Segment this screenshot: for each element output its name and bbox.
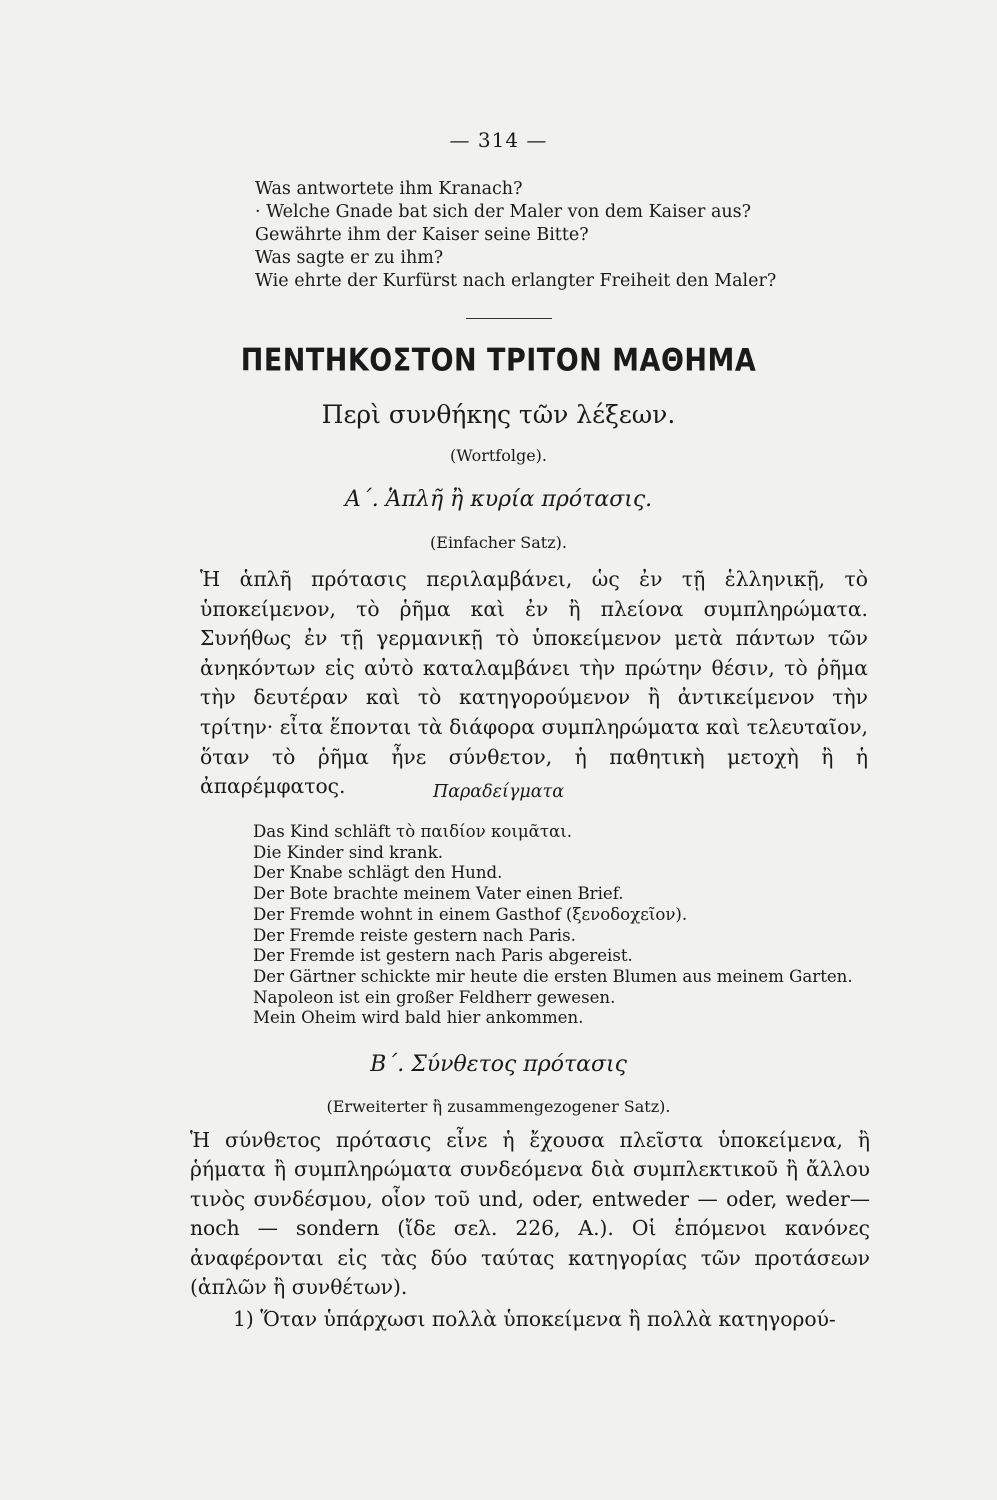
- question-line: · Welche Gnade bat sich der Maler von dem Kaiser aus?: [255, 202, 752, 222]
- rule-one-line: 1) Ὅταν ὑπάρχωσι πολλὰ ὑποκείμενα ἢ πολλὰ κατηγορού-: [233, 1307, 836, 1331]
- section-b-heading: Β΄. Σύνθετος πρότασις: [370, 1052, 627, 1077]
- lesson-title: ΠΕΝΤΗΚΟΣΤΟΝ ΤΡΙΤΟΝ ΜΑΘΗΜΑ: [240, 342, 757, 379]
- page-number: — 314 —: [449, 128, 548, 152]
- question-line: Was antwortete ihm Kranach?: [255, 179, 523, 199]
- example-line: Der Gärtner schickte mir heute die ersten Blumen aus meinem Garten.: [253, 966, 853, 986]
- section-b-paragraph: Ἡ σύνθετος πρότασις εἶνε ἡ ἔχουσα πλεῖστα ὑποκείμενα, ἢ ῥήματα ἢ συμπληρώματα συνδεόμενα διὰ συμπλεκτικοῦ ἢ ἄλλου τινὸς συνδέσμου, οἷον τοῦ und, oder, entweder — oder, weder—noch — sondern (ἴδε σελ. 226, Α.). Οἱ ἑπόμενοι κανόνες ἀναφέρονται εἰς τὰς δύο ταύτας κατηγορίας τῶν προτάσεων (ἁπλῶν ἢ συνθέτων).: [190, 1128, 870, 1300]
- section-a-heading: Α΄. Ἁπλῆ ἢ κυρία πρότασις.: [344, 487, 653, 512]
- example-line: Der Knabe schlägt den Hund.: [253, 863, 503, 883]
- lesson-subject: Περὶ συνθήκης τῶν λέξεων.: [321, 400, 676, 429]
- divider: [466, 318, 552, 319]
- question-line: Gewährte ihm der Kaiser seine Bitte?: [255, 225, 589, 245]
- example-line: Napoleon ist ein großer Feldherr gewesen.: [253, 987, 616, 1007]
- lesson-subject-german: (Wortfolge).: [449, 446, 548, 465]
- examples-list: [253, 822, 853, 1029]
- example-line: Der Fremde wohnt in einem Gasthof (ξενοδοχεῖον).: [253, 904, 688, 924]
- example-line: Der Fremde ist gestern nach Paris abgereist.: [253, 946, 633, 966]
- example-line: Der Bote brachte meinem Vater einen Brief.: [253, 884, 624, 904]
- example-line: Die Kinder sind krank.: [253, 842, 444, 862]
- example-line: Der Fremde reiste gestern nach Paris.: [253, 925, 576, 945]
- section-b-german: (Erweiterter ἢ zusammengezogener Satz).: [326, 1097, 671, 1116]
- example-line: Das Kind schläft τὸ παιδίον κοιμᾶται.: [253, 822, 572, 841]
- question-line: Wie ehrte der Kurfürst nach erlangter Freiheit den Maler?: [255, 271, 777, 291]
- examples-heading: Παραδείγματα: [432, 782, 565, 802]
- section-a-paragraph: Ἡ ἁπλῆ πρότασις περιλαμβάνει, ὡς ἐν τῇ ἑλληνικῇ, τὸ ὑποκείμενον, τὸ ῥῆμα καὶ ἐν ἢ πλείονα συμπληρώματα. Συνήθως ἐν τῇ γερμανικῇ τὸ ὑποκείμενον μετὰ πάντων τῶν ἀνηκόντων εἰς αὐτὸ καταλαμβάνει τὴν πρώτην θέσιν, τὸ ῥῆμα τὴν δευτέραν καὶ τὸ κατηγορούμενον ἢ ἀντικείμενον τὴν τρίτην· εἶτα ἕπονται τὰ διάφορα συμπληρώματα καὶ τελευταῖον, ὅταν τὸ ῥῆμα ἦνε σύνθετον, ἡ παθητικὴ μετοχὴ ἢ ἡ ἀπαρέμφατος.: [200, 567, 868, 799]
- question-line: Was sagte er zu ihm?: [255, 248, 444, 268]
- review-questions: [255, 178, 776, 293]
- section-a-german: (Einfacher Satz).: [430, 533, 567, 552]
- example-line: Mein Oheim wird bald hier ankommen.: [253, 1008, 584, 1028]
